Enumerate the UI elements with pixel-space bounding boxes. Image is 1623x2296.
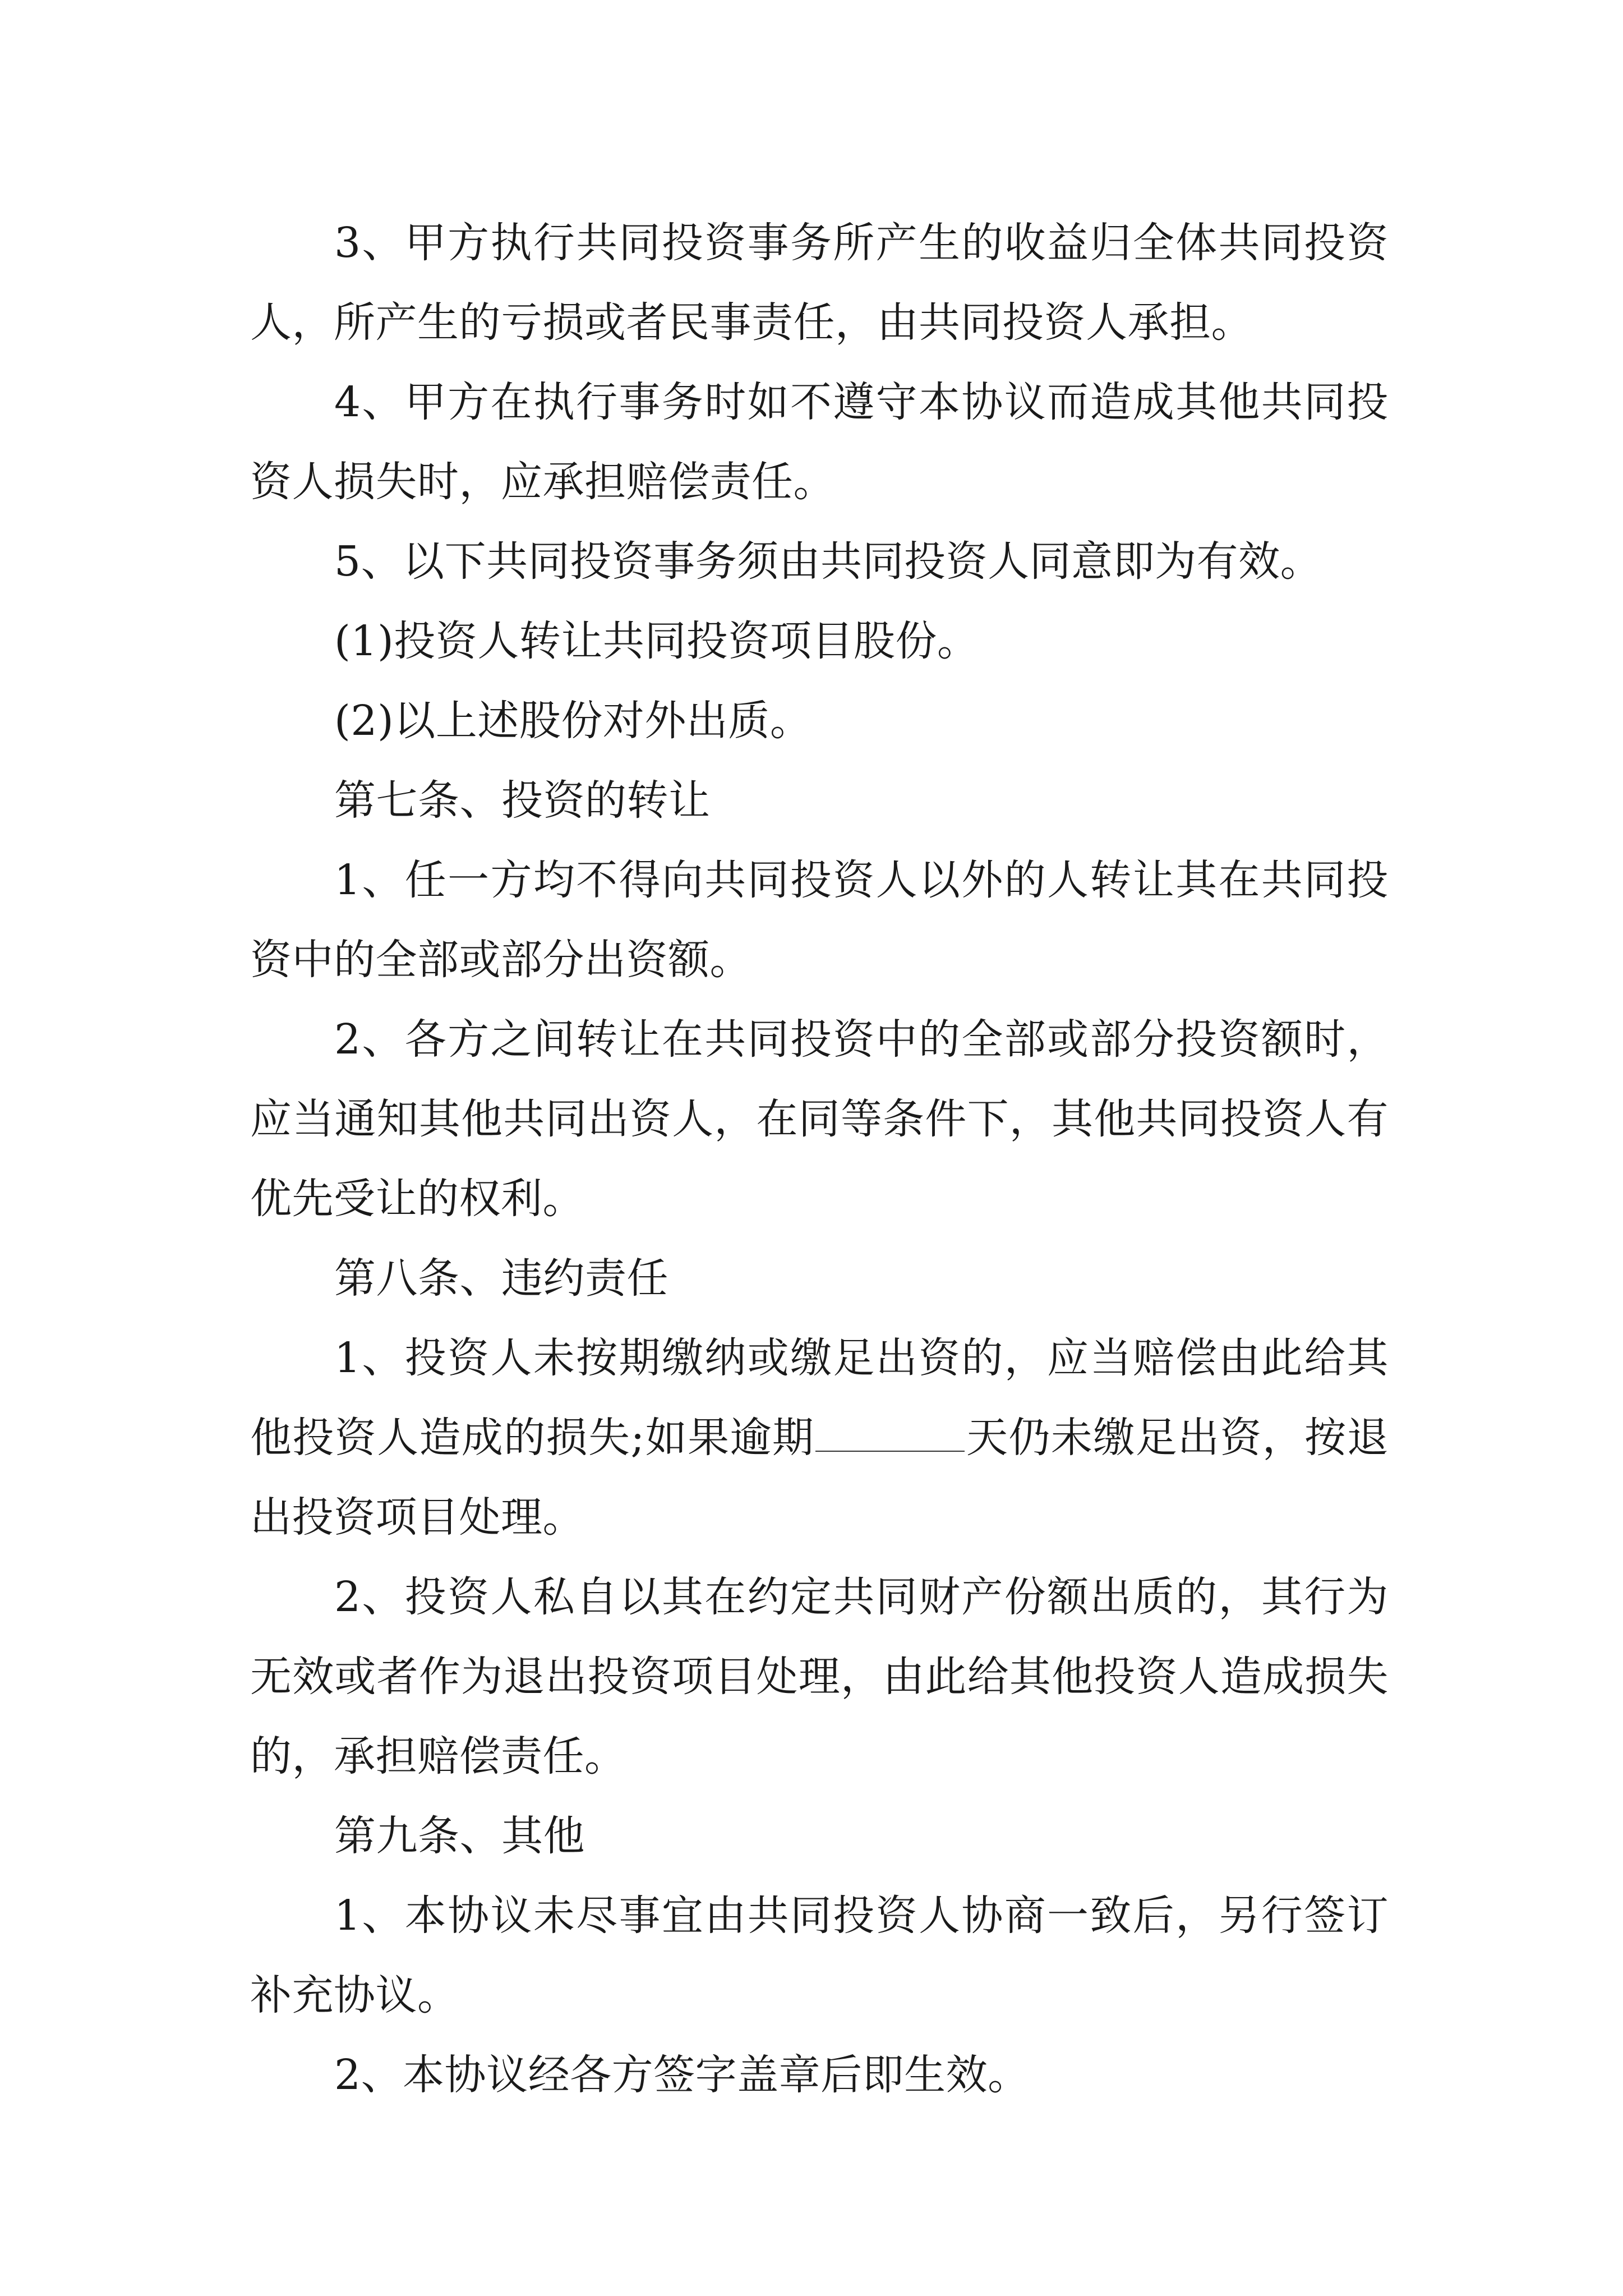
late-contribution-text-after: 天仍未缴足出资，按退出投资项目处理。 [250,1414,1389,1542]
paragraph-consent-matters: 5、以下共同投资事务须由共同投资人同意即为有效。 [334,537,1322,586]
article-7-heading: 第七条、投资的转让 [334,776,711,825]
article-8-heading: 第八条、违约责任 [334,1254,668,1303]
paragraph-unauthorized-pledge: 2、投资人私自以其在约定共同财产份额出质的，其行为无效或者作为退出投资项目处理，由此给其他投资人造成损失的，承担赔偿责任。 [250,1573,1389,1780]
paragraph-profit-allocation: 3、甲方执行共同投资事务所产生的收益归全体共同投资人，所产生的亏损或者民事责任，由共同投资人承担。 [250,219,1389,347]
paragraph-item-transfer-shares: (1)投资人转让共同投资项目股份。 [334,617,979,665]
article-9-heading: 第九条、其他 [334,1812,585,1860]
late-contribution-text-before: 1、投资人未按期缴纳或缴足出资的，应当赔偿由此给其他投资人造成的损失;如果逾期 [250,1334,1389,1462]
days-blank-field [815,1417,965,1452]
document-body [250,203,1389,2115]
paragraph-effectiveness: 2、本协议经各方签字盖章后即生效。 [334,2051,1030,2099]
paragraph-transfer-between-parties: 2、各方之间转让在共同投资中的全部或部分投资额时，应当通知其他共同出资人，在同等条件下，其他共同投资人有优先受让的权利。 [250,1015,1389,1223]
paragraph-late-contribution [250,1318,1389,1557]
paragraph-supplementary-agreement: 1、本协议未尽事宜由共同投资人协商一致后，另行签订补充协议。 [250,1892,1389,2019]
paragraph-party-a-liability: 4、甲方在执行事务时如不遵守本协议而造成其他共同投资人损失时，应承担赔偿责任。 [250,378,1389,506]
paragraph-item-pledge: (2)以上述股份对外出质。 [334,697,812,745]
paragraph-transfer-restriction: 1、任一方均不得向共同投资人以外的人转让其在共同投资中的全部或部分出资额。 [250,856,1389,984]
